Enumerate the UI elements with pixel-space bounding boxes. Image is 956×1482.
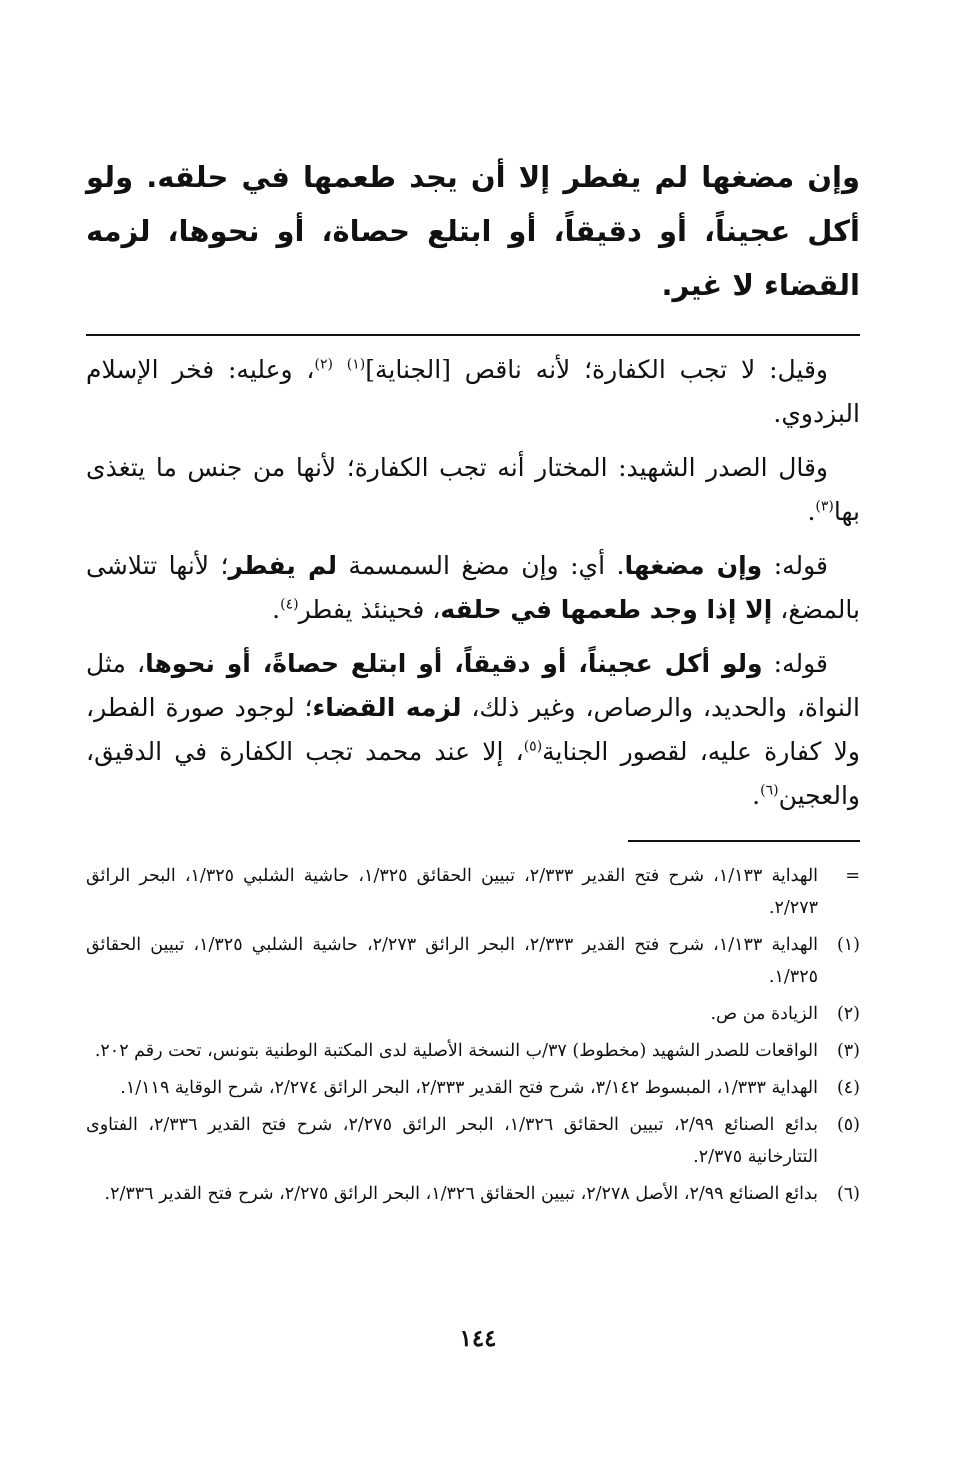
footnote-ref: (٥) (523, 738, 543, 755)
commentary-paragraph-2: وقال الصدر الشهيد: المختار أنه تجب الكفارة؛ لأنها من جنس ما يتغذى بها$^{(٣)}$. (86, 453, 860, 526)
footnote (86, 860, 860, 924)
footnote-marker: (٥) (836, 1115, 860, 1135)
footnote-ref: (٣) (815, 498, 834, 515)
footnote-text: الهداية ١/١٣٣، شرح فتح القدير ٢/٣٣٣، البحر الرائق ٢/٢٧٣، حاشية الشلبي ١/٣٢٥، تبيين الحقائق ١/٣٢٥. (86, 935, 819, 987)
footnote (86, 1035, 860, 1067)
footnote-text: الزيادة من ص. (710, 1004, 818, 1024)
page (86, 150, 860, 1215)
footnote-ref: (٢) (314, 356, 333, 373)
commentary-paragraph-4: قوله: ولو أكل عجيناً، أو دقيقاً، أو ابتلع حصاةً، أو نحوها، مثل النواة، والحديد، والرصاص، وغير ذلك، لزمه القضاء؛ لوجود صورة الفطر، ولا كفارة عليه، لقصور الجناية$^{(٥)}$، إلا عند محمد تجب الكفارة في الدقيق، والعجين$^{(٦)}$. (86, 649, 860, 810)
matn-divider (86, 334, 860, 336)
footnote (86, 1072, 860, 1104)
quoted-matn: لم يفطر (228, 551, 337, 580)
footnotes (86, 860, 860, 1210)
footnote-ref: (٦) (760, 782, 779, 799)
footnote-text: الهداية ١/٣٣٣، المبسوط ٣/١٤٢، شرح فتح القدير ٢/٣٣٣، البحر الرائق ٢/٢٧٤، شرح الوقاية ١/١١٩. (120, 1078, 818, 1098)
footnote-marker: (٣) (836, 1041, 860, 1061)
commentary-paragraph-1: وقيل: لا تجب الكفارة؛ لأنه ناقص [الجناية]$^{(١)}$ $^{(٢)}$، وعليه: فخر الإسلام البزدوي. (86, 355, 860, 428)
footnote (86, 1178, 860, 1210)
footnote-text: الهداية ١/١٣٣، شرح فتح القدير ٢/٣٣٣، تبيين الحقائق ١/٣٢٥، حاشية الشلبي ١/٣٢٥، البحر الرائق ٢/٢٧٣. (86, 866, 819, 918)
footnote-marker: (٦) (836, 1184, 860, 1204)
footnote-marker: = (845, 866, 860, 886)
quoted-matn: وإن مضغها (624, 551, 763, 580)
footnote-marker: (٤) (836, 1078, 860, 1098)
matn-text: وإن مضغها لم يفطر إلا أن يجد طعمها في حلقه. ولو أكل عجيناً، أو دقيقاً، أو ابتلع حصاة، أو نحوها، لزمه القضاء لا غير. (86, 160, 860, 302)
commentary (86, 348, 860, 818)
footnote (86, 1109, 860, 1173)
footnote (86, 998, 860, 1030)
quoted-matn: ولو أكل عجيناً، أو دقيقاً، أو ابتلع حصاةً، أو نحوها (145, 649, 763, 678)
footnote-text: بدائع الصنائع ٢/٩٩، تبيين الحقائق ١/٣٢٦، البحر الرائق ٢/٢٧٥، شرح فتح القدير ٢/٣٣٦، الفتاوى التتارخانية ٢/٣٧٥. (86, 1115, 818, 1167)
footnote-marker: (٢) (836, 1004, 860, 1024)
footnote-ref: (٤) (280, 596, 299, 613)
footnote-marker: (١) (836, 935, 860, 955)
footnote-text: الواقعات للصدر الشهيد (مخطوط) ٣٧/ب النسخة الأصلية لدى المكتبة الوطنية بتونس، تحت رقم ٢٠٢. (94, 1041, 818, 1061)
quoted-matn: لزمه القضاء (312, 693, 462, 722)
page-number: ١٤٤ (459, 1325, 497, 1352)
commentary-paragraph-3: قوله: وإن مضغها. أي: وإن مضغ السمسمة لم يفطر؛ لأنها تتلاشى بالمضغ، إلا إذا وجد طعمها في حلقه، فحينئذ يفطر$^{(٤)}$. (86, 551, 860, 624)
footnote-divider (628, 840, 860, 842)
footnote (86, 929, 860, 993)
footnote-text: بدائع الصنائع ٢/٩٩، الأصل ٢/٢٧٨، تبيين الحقائق ١/٣٢٦، البحر الرائق ٢/٢٧٥، شرح فتح القدير ٢/٣٣٦. (104, 1184, 818, 1204)
footnote-ref: (١) (346, 356, 366, 373)
quoted-matn: إلا إذا وجد طعمها في حلقه (440, 595, 773, 624)
